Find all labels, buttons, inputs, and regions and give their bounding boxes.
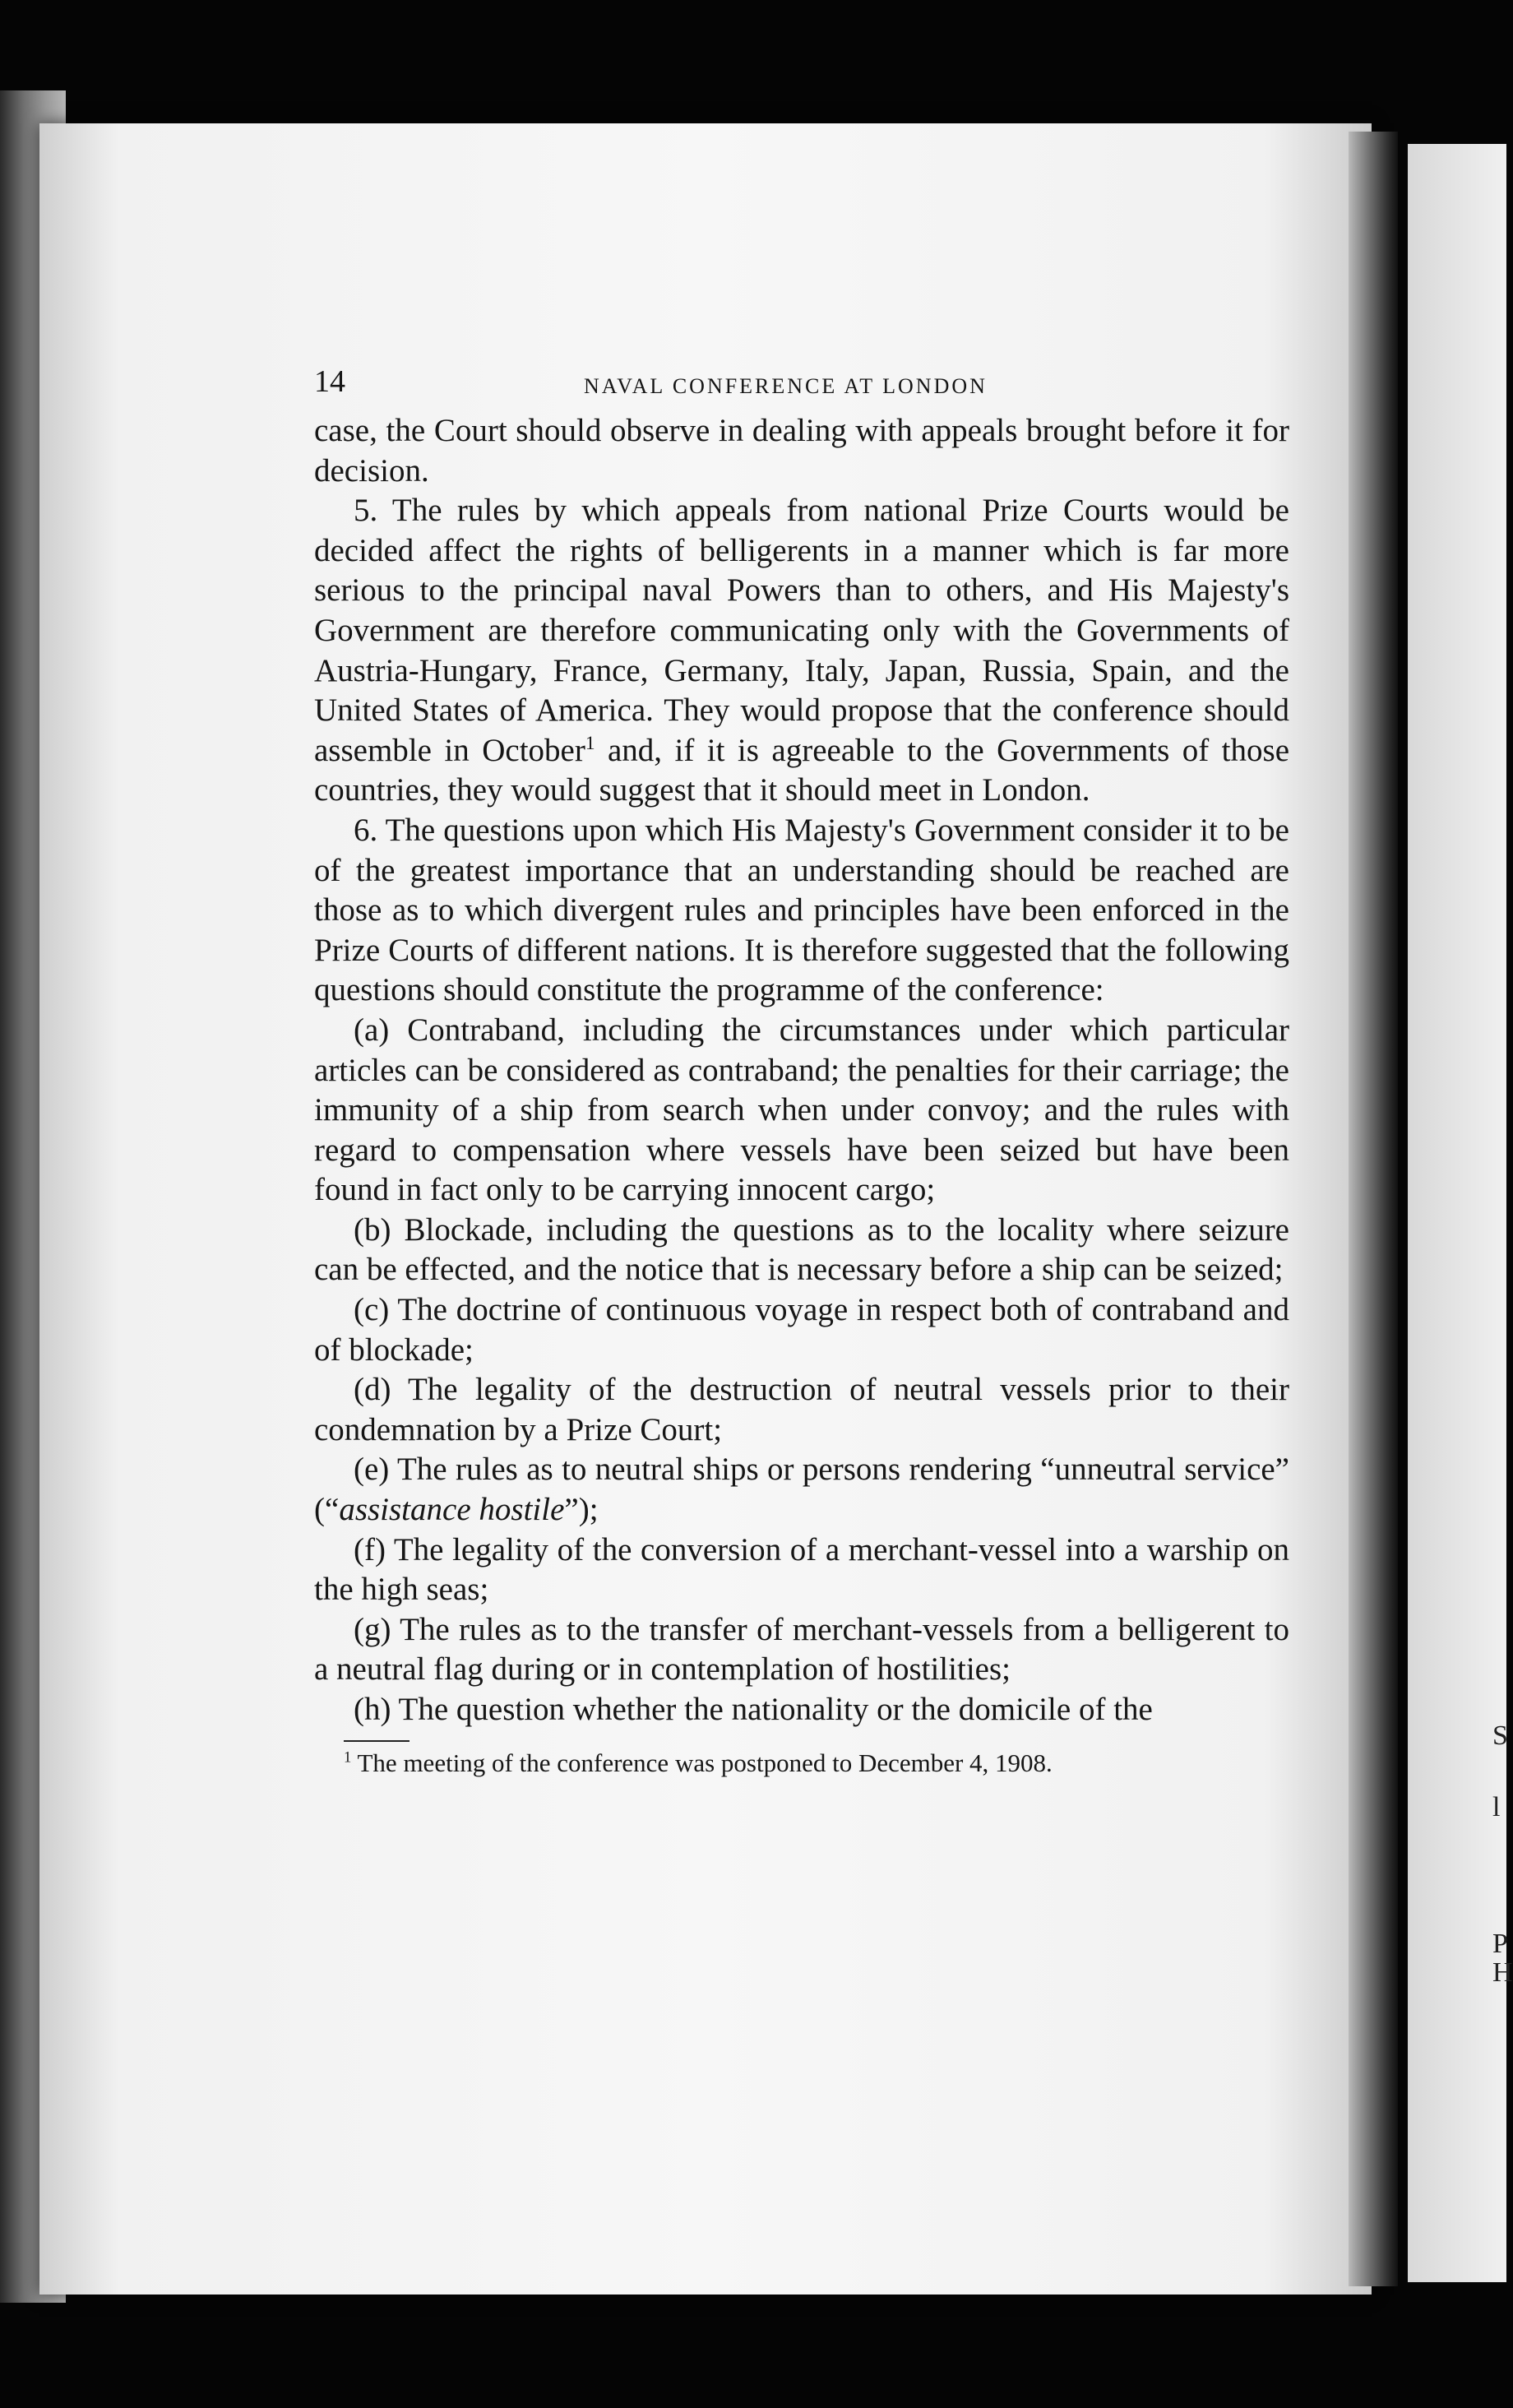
footnote bbox=[314, 1747, 1289, 1780]
list-item-c: (c) The doctrine of continuous voyage in respect both of contraband and of blockade; bbox=[314, 1292, 1289, 1368]
list-item-b: (b) Blockade, including the questions as to the locality where seizure can be effected, and the notice that is necessary before a ship can be seized; bbox=[314, 1211, 1289, 1288]
paragraph-continuation: case, the Court should observe in dealing with appeals brought before it for decision. bbox=[314, 413, 1289, 489]
list-item-e-text: (e) The rules as to neutral ships or persons rendering “unneutral service” (“ bbox=[314, 1452, 1289, 1528]
footnote-divider bbox=[344, 1740, 409, 1742]
facing-page-edge bbox=[1408, 144, 1513, 2282]
paragraph-5-text: 5. The rules by which appeals from national Prize Courts would be decided affect the rights of belligerents in a manner which is far more serious to the principal naval Powers than to others, and His Majesty's Government are therefore communicating only with the Governments of Austria-Hungary, France, Germany, Italy, Japan, Russia, Spain, and the United States of America. They would propose that the conference should assemble in October bbox=[314, 493, 1289, 768]
facing-page-fragment: H bbox=[1492, 1957, 1513, 1988]
paragraph-5-text-cont: and, if it is agreeable to the Governments of those countries, they would suggest that it should meet in London. bbox=[314, 732, 1289, 808]
facing-page-fragment: P bbox=[1492, 1929, 1508, 1959]
body-text bbox=[314, 411, 1289, 1730]
facing-page-fragment: S bbox=[1492, 1720, 1508, 1751]
list-item-a: (a) Contraband, including the circumstances under which particular articles can be considered as contraband; the penalties for their carriage; the immunity of a ship from search when under convoy; and the rules with regard to compensation where vessels have been seized but have been found in fact only to be carrying innocent cargo; bbox=[314, 1012, 1289, 1208]
paragraph-6: 6. The questions upon which His Majesty's Government consider it to be of the greatest importance that an understanding should be reached are those as to which divergent rules and principles have been enforced in the Prize Courts of different nations. It is therefore suggested that the following questions should constitute the programme of the conference: bbox=[314, 812, 1289, 1008]
paragraph-5 bbox=[314, 491, 1289, 811]
list-item-e-end: ”); bbox=[564, 1492, 599, 1528]
footnote-marker: 1 bbox=[344, 1748, 352, 1767]
list-item-g: (g) The rules as to the transfer of merchant-vessels from a belligerent to a neutral flag during or in contemplation of hostilities; bbox=[314, 1611, 1289, 1688]
list-item-e-italic: assistance hostile bbox=[339, 1492, 565, 1528]
list-item-e bbox=[314, 1450, 1289, 1530]
list-item-d: (d) The legality of the destruction of neutral vessels prior to their condemnation by a Prize Court; bbox=[314, 1372, 1289, 1447]
page-content bbox=[314, 362, 1289, 1780]
gutter-shadow bbox=[1349, 132, 1398, 2286]
footnote-text: The meeting of the conference was postponed to December 4, 1908. bbox=[357, 1748, 1053, 1777]
footnote-reference: 1 bbox=[585, 732, 595, 754]
list-item-h: (h) The question whether the nationality or the domicile of the bbox=[354, 1692, 1153, 1727]
list-item-f: (f) The legality of the conversion of a merchant-vessel into a warship on the high seas; bbox=[314, 1531, 1289, 1608]
running-title: NAVAL CONFERENCE AT LONDON bbox=[584, 374, 988, 398]
running-head bbox=[314, 362, 1289, 411]
page-number: 14 bbox=[314, 364, 345, 399]
facing-page-fragment: l bbox=[1492, 1792, 1501, 1822]
